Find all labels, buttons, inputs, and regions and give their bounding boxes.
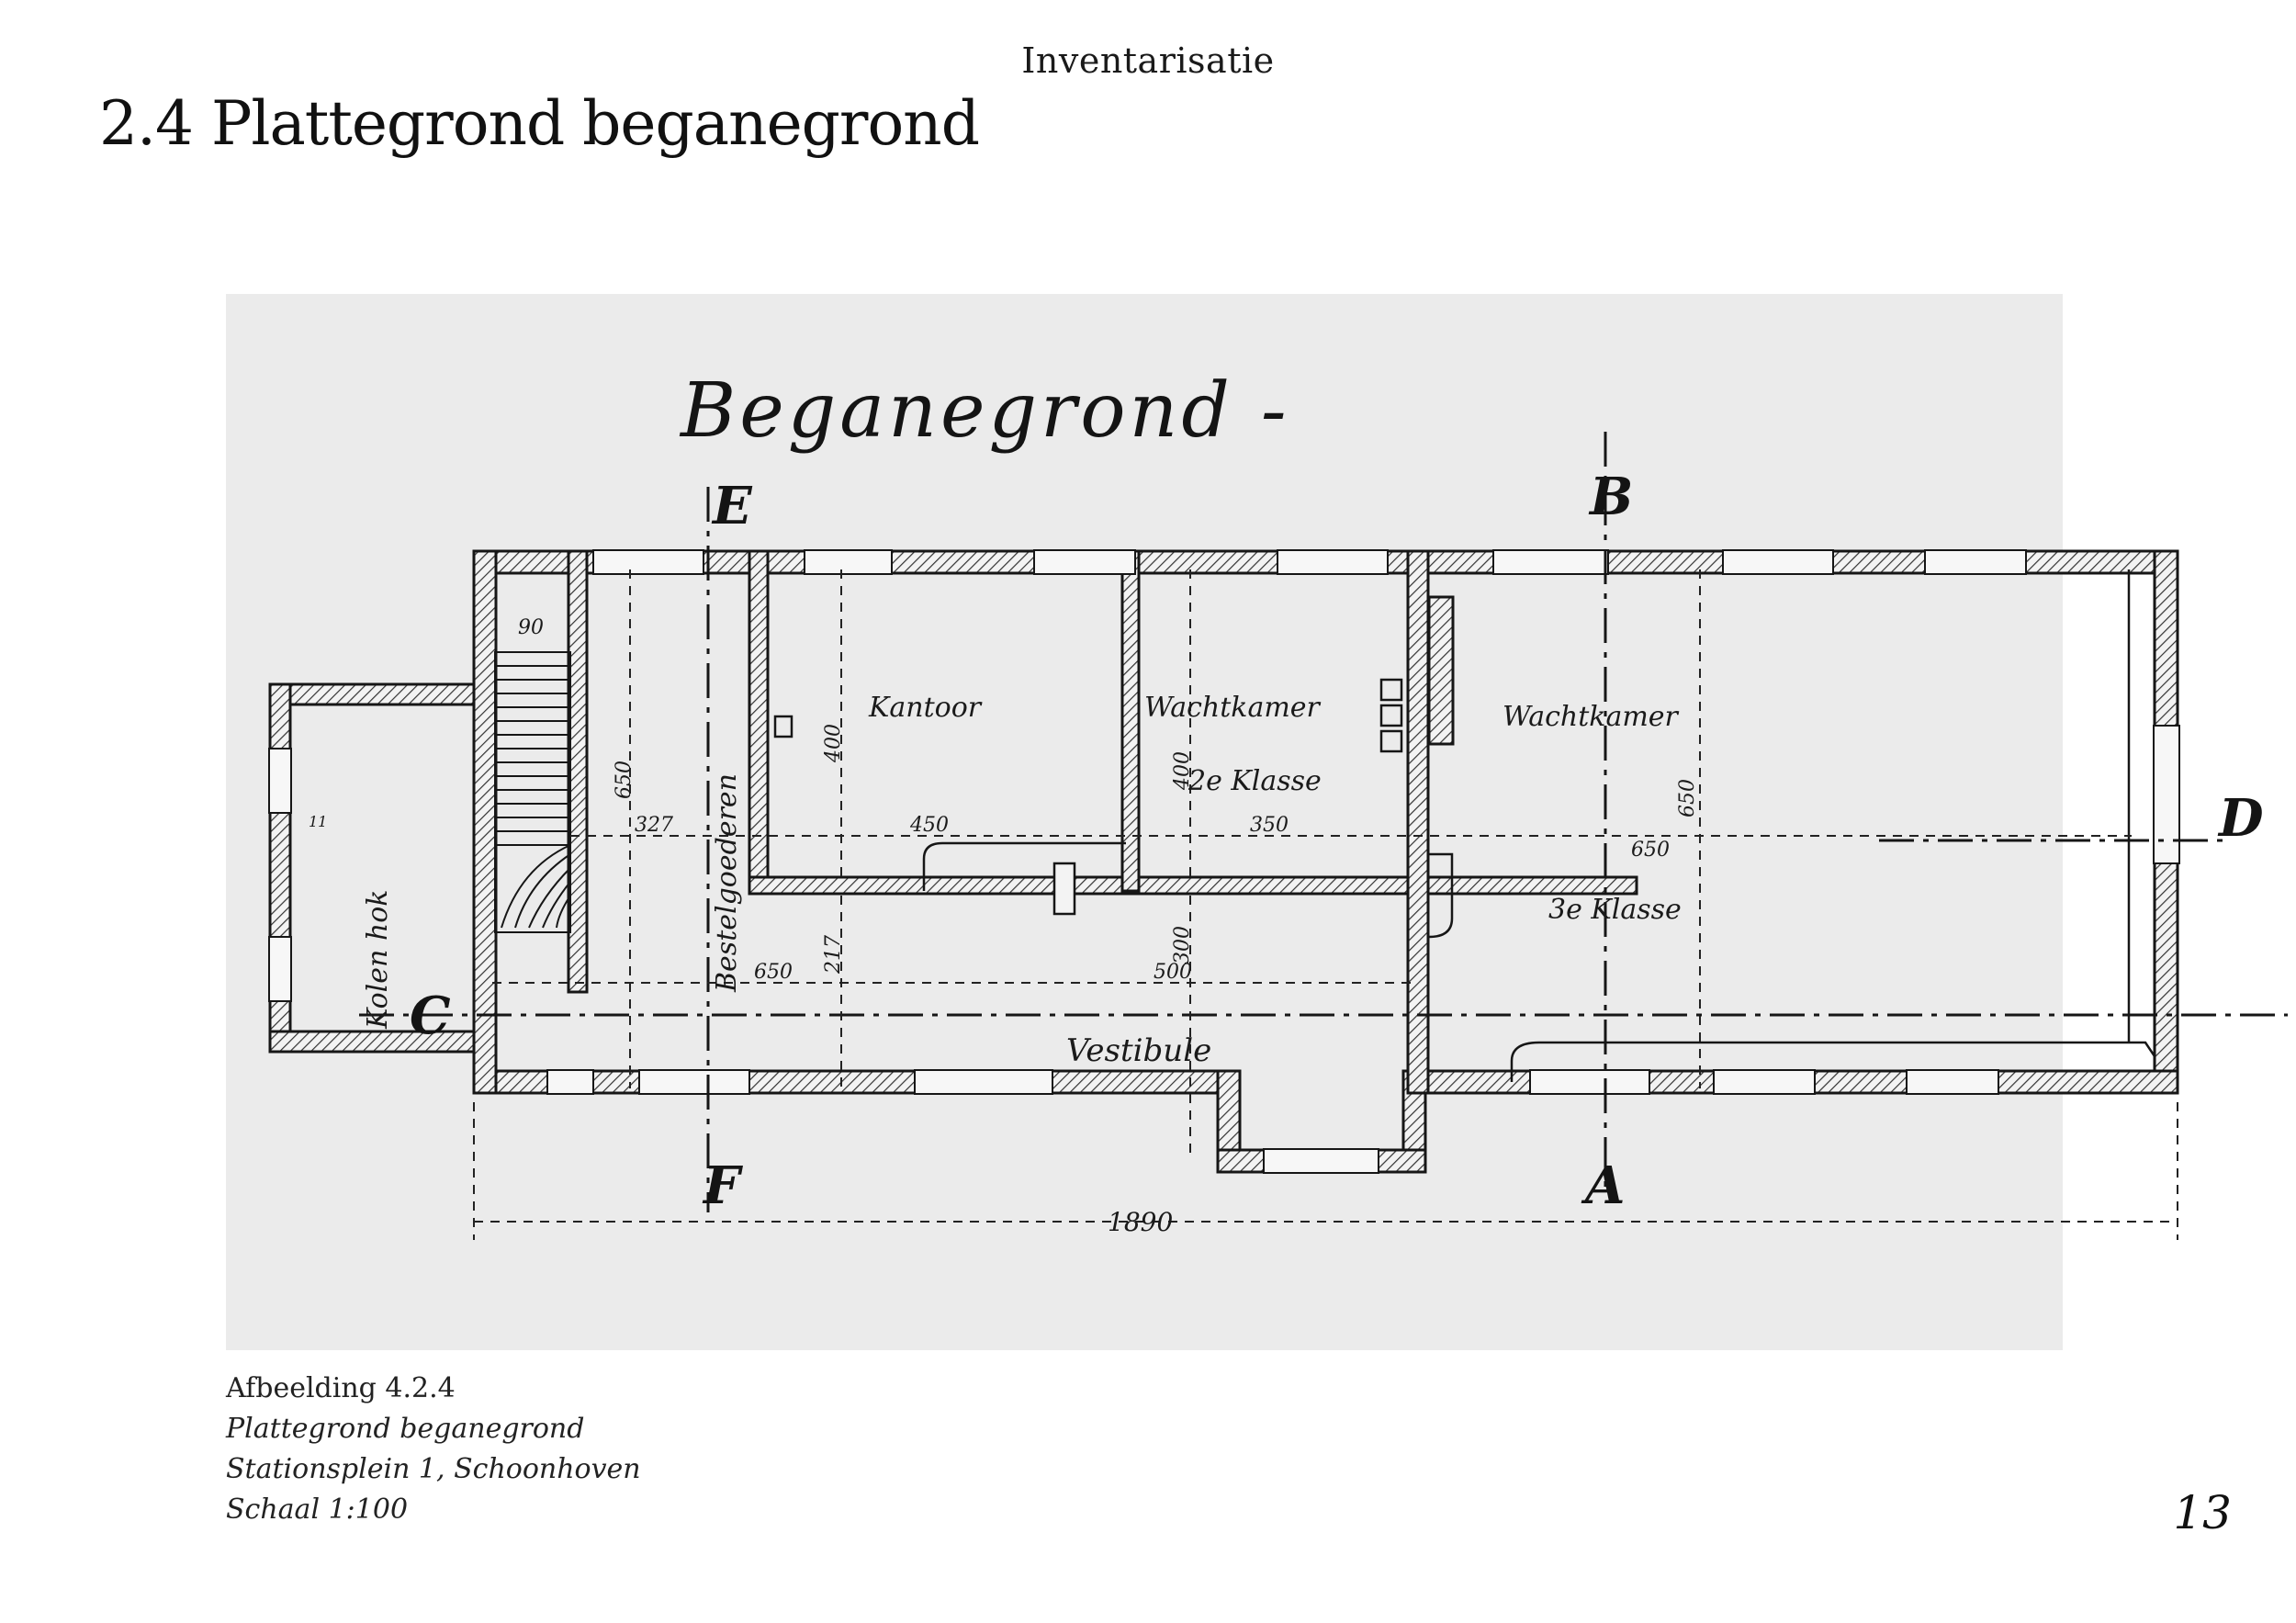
running-header: Inventarisatie — [1021, 40, 1275, 81]
room-label-3e-klasse: 3e Klasse — [1548, 894, 1682, 926]
room-label-wachtkamer-3: Wachtkamer — [1503, 701, 1678, 733]
room-label-kolenhok: Kolen hok — [362, 889, 394, 1029]
dim-650-a: 650 — [613, 761, 636, 799]
page-number: 13 — [2173, 1486, 2232, 1539]
room-label-kantoor: Kantoor — [869, 692, 982, 724]
dim-327: 327 — [635, 814, 673, 837]
section-mark-c-left: C — [410, 986, 451, 1046]
room-label-2e-klasse: 2e Klasse — [1188, 765, 1322, 797]
dim-11: 11 — [309, 813, 328, 830]
section-mark-f-bottom: F — [703, 1155, 740, 1216]
dim-450: 450 — [910, 814, 949, 837]
floor-plan-drawing — [226, 294, 2264, 1350]
staircase — [495, 652, 570, 932]
dim-650-c: 650 — [1631, 839, 1670, 862]
section-mark-b-top: B — [1590, 467, 1634, 527]
room-label-bestelgoederen: Bestelgoederen — [711, 773, 743, 992]
dim-400-b: 400 — [1171, 751, 1194, 790]
dim-650-d: 650 — [754, 961, 793, 984]
figure-caption — [226, 1369, 641, 1530]
dim-217: 217 — [822, 935, 845, 974]
caption-line-1: Plattegrond beganegrond — [226, 1413, 585, 1445]
page-title: 2.4 Plattegrond beganegrond — [99, 88, 979, 159]
room-label-vestibule: Vestibule — [1066, 1032, 1212, 1069]
dim-350: 350 — [1250, 814, 1289, 837]
fixtures — [775, 569, 2155, 1082]
dim-400-a: 400 — [822, 724, 845, 762]
dim-300: 300 — [1171, 926, 1194, 964]
drawing-title: Beganegrond - — [681, 367, 1290, 455]
dim-1890: 1890 — [1108, 1207, 1174, 1237]
section-mark-a-bottom: A — [1585, 1155, 1626, 1216]
caption-label: Afbeelding 4.2.4 — [226, 1372, 456, 1404]
dim-500: 500 — [1154, 961, 1192, 984]
section-mark-e-top: E — [713, 476, 752, 536]
floor-plan-figure — [226, 294, 2264, 1350]
room-label-wachtkamer-2: Wachtkamer — [1144, 692, 1320, 724]
section-mark-d-right: D — [2219, 788, 2264, 849]
caption-line-3: Schaal 1:100 — [226, 1493, 409, 1526]
caption-line-2: Stationsplein 1, Schoonhoven — [226, 1453, 641, 1485]
dim-650-b: 650 — [1676, 779, 1699, 817]
dim-90: 90 — [518, 616, 544, 639]
